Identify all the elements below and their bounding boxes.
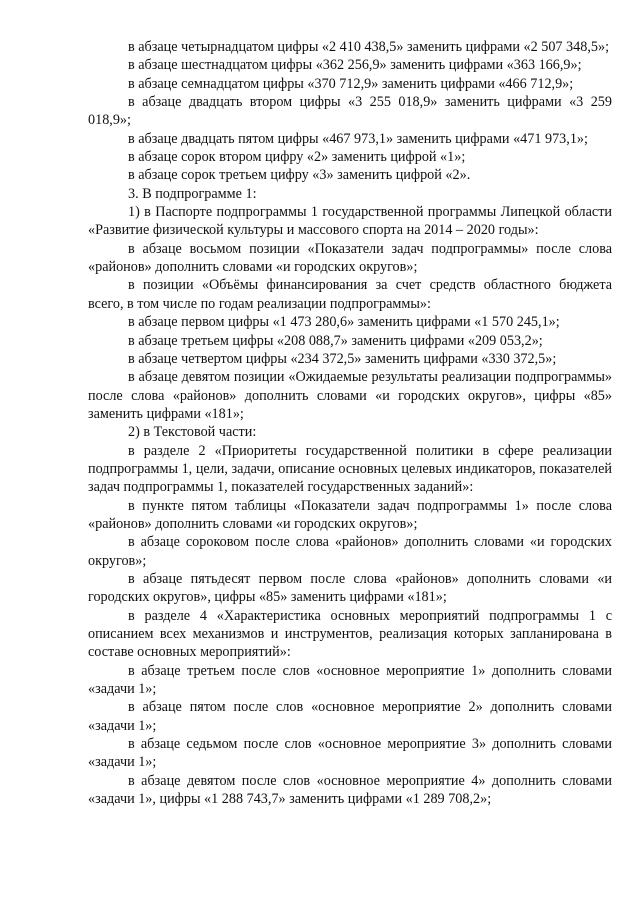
paragraph: в абзаце сорок втором цифру «2» заменить цифрой «1»; — [128, 149, 466, 166]
section-heading: 2) в Текстовой части: — [128, 424, 257, 441]
paragraph: в абзаце двадцать втором цифры «3 255 018,9» заменить цифрами «3 259 018,9»; — [88, 94, 612, 129]
paragraph: в абзаце третьем цифры «208 088,7» заменить цифрами «209 053,2»; — [128, 332, 543, 349]
paragraph: в позиции «Объёмы финансирования за счет средств областного бюджета всего, в том числе по годам реализации подпрограммы»: — [88, 277, 612, 312]
paragraph: в абзаце девятом позиции «Ожидаемые результаты реализации подпрограммы» после слова «районов» дополнить словами «и городских округов», цифры «85» заменить цифрами «181»; — [88, 369, 612, 422]
document-page — [88, 38, 612, 808]
paragraph: в абзаце четвертом цифры «234 372,5» заменить цифрами «330 372,5»; — [128, 350, 557, 367]
paragraph: 1) в Паспорте подпрограммы 1 государственной программы Липецкой области «Развитие физической культуры и массового спорта на 2014 – 2020 годы»: — [88, 204, 612, 239]
paragraph: в абзаце шестнадцатом цифры «362 256,9» заменить цифрами «363 166,9»; — [128, 57, 582, 74]
paragraph: в абзаце сорок третьем цифру «3» заменить цифрой «2». — [128, 167, 471, 184]
paragraph: в абзаце девятом после слов «основное мероприятие 4» дополнить словами «задачи 1», цифры «1 288 743,7» заменить цифрами «1 289 708,2»; — [88, 772, 612, 808]
paragraph: в разделе 2 «Приоритеты государственной политики в сфере реализации подпрограммы 1, цели, задачи, описание основных целевых индикаторов, показателей задач подпрограммы 1, показателей государственных заданий»: — [88, 442, 612, 496]
paragraph: в абзаце пятьдесят первом после слова «районов» дополнить словами «и городских округов», цифры «85» заменить цифрами «181»; — [88, 570, 612, 606]
paragraph: в абзаце сороковом после слова «районов» дополнить словами «и городских округов»; — [88, 534, 612, 569]
section-heading: 3. В подпрограмме 1: — [128, 185, 257, 202]
paragraph: в абзаце первом цифры «1 473 280,6» заменить цифрами «1 570 245,1»; — [128, 314, 560, 331]
paragraph: в разделе 4 «Характеристика основных мероприятий подпрограммы 1 с описанием всех механизмов и инструментов, реализация которых запланирована в составе основных мероприятий»: — [88, 607, 612, 661]
paragraph: в абзаце двадцать пятом цифры «467 973,1» заменить цифрами «471 973,1»; — [128, 130, 588, 147]
paragraph: в абзаце восьмом позиции «Показатели задач подпрограммы» после слова «районов» дополнить словами «и городских округов»; — [88, 240, 612, 276]
paragraph: в абзаце пятом после слов «основное мероприятие 2» дополнить словами «задачи 1»; — [88, 699, 612, 734]
paragraph: в пункте пятом таблицы «Показатели задач подпрограммы 1» после слова «районов» дополнить словами «и городских округов»; — [88, 497, 612, 532]
paragraph: в абзаце четырнадцатом цифры «2 410 438,5» заменить цифрами «2 507 348,5»; — [128, 39, 610, 55]
paragraph: в абзаце седьмом после слов «основное мероприятие 3» дополнить словами «задачи 1»; — [88, 736, 612, 771]
paragraph: в абзаце семнадцатом цифры «370 712,9» заменить цифрами «466 712,9»; — [128, 75, 574, 92]
paragraph: в абзаце третьем после слов «основное мероприятие 1» дополнить словами «задачи 1»; — [88, 662, 612, 698]
